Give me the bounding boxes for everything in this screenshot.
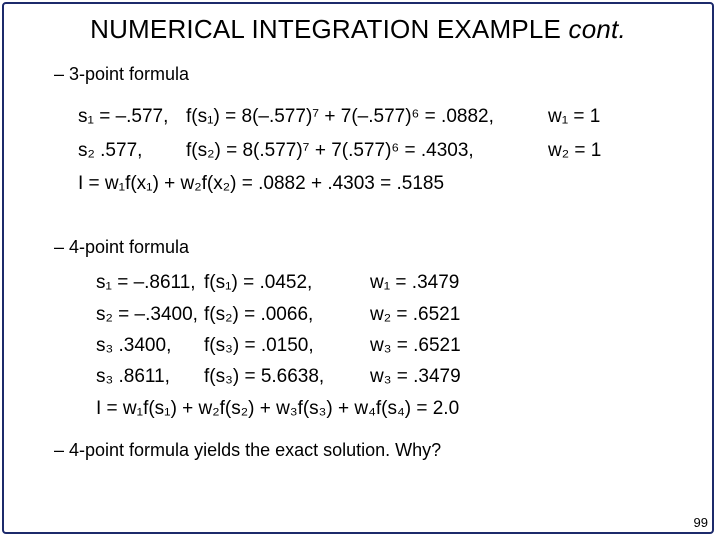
eq4-row3-w: w₃ = .6521 [370,335,461,356]
eq4-row2-s: s₂ = –.3400, [96,304,198,325]
eq4-row2-w: w₂ = .6521 [370,304,461,325]
title-main: NUMERICAL INTEGRATION EXAMPLE [90,14,562,44]
eq3-row2-w: w₂ = 1 [548,140,602,161]
page-number: 99 [693,515,708,530]
eq4-row4-w: w₃ = .3479 [370,366,461,387]
eq3-row1-f: f(s₁) = 8(–.577)⁷ + 7(–.577)⁶ = .0882, [186,106,494,127]
eq3-integral: I = w₁f(x₁) + w₂f(x₂) = .0882 + .4303 = .5185 [78,173,445,194]
eq4-row1-w: w₁ = .3479 [370,272,460,293]
eq3-row2-s: s₂ .577, [78,140,143,161]
eq4-row1-f: f(s₁) = .0452, [204,272,313,293]
eq4-row1-s: s₁ = –.8611, [96,272,196,293]
eq3-row2-f: f(s₂) = 8(.577)⁷ + 7(.577)⁶ = .4303, [186,140,474,161]
eq4-row3-f: f(s₃) = .0150, [204,335,314,356]
eq4-row2-f: f(s₂) = .0066, [204,304,314,325]
bullet-three-point: – 3-point formula [54,64,190,84]
eq4-row4-f: f(s₃) = 5.6638, [204,366,325,387]
eq4-row4-s: s₃ .8611, [96,366,170,387]
slide-title [0,14,716,45]
eq3-row1-s: s₁ = –.577, [78,106,169,127]
title-italic: cont. [568,14,626,44]
bullet-four-point: – 4-point formula [54,237,190,257]
eq3-row1-w: w₁ = 1 [548,106,601,127]
eq4-row3-s: s₃ .3400, [96,335,172,356]
bullet-exact-solution: – 4-point formula yields the exact solution. Why? [54,440,442,460]
eq4-integral: I = w₁f(s₁) + w₂f(s₂) + w₃f(s₃) + w₄f(s₄) = 2.0 [96,398,460,419]
